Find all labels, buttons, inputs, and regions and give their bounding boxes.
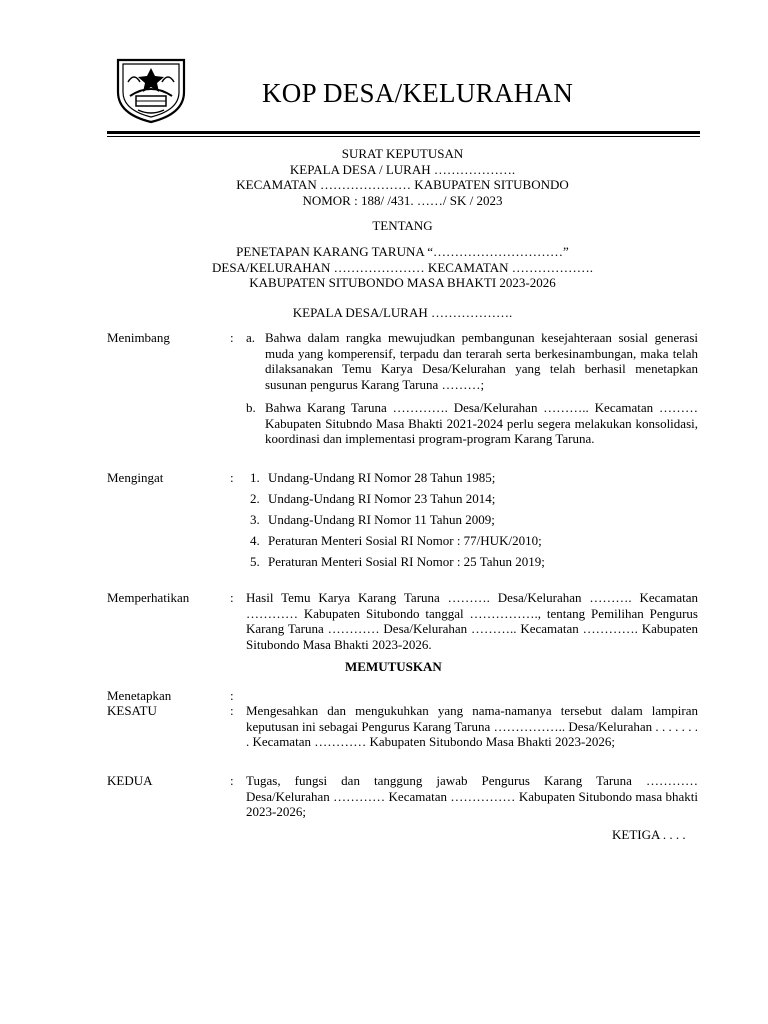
kedua-label: KEDUA <box>107 773 153 788</box>
tentang-text: TENTANG <box>372 218 433 233</box>
kesatu-label: KESATU <box>107 703 157 718</box>
title-line-2: KEPALA DESA / LURAH ………………. <box>289 161 516 177</box>
mengingat-item-text: Undang-Undang RI Nomor 28 Tahun 1985; <box>268 470 496 485</box>
mengingat-item-num: 1. <box>250 470 260 485</box>
memutuskan-heading: MEMUTUSKAN <box>345 659 442 674</box>
mengingat-colon: : <box>230 470 234 485</box>
title-line-4: NOMOR : 188/ /431. ……/ SK / 2023 <box>302 192 503 208</box>
mengingat-item-text: Peraturan Menteri Sosial RI Nomor : 77/HUK/2010; <box>268 533 542 548</box>
kedua-colon: : <box>230 773 234 788</box>
kepala-heading <box>150 305 655 321</box>
penetapan-line-2: DESA/KELURAHAN ………………… KECAMATAN ………………. <box>211 259 593 275</box>
mengingat-item-text: Undang-Undang RI Nomor 23 Tahun 2014; <box>268 491 496 506</box>
kedua-text: Tugas, fungsi dan tanggung jawab Pengurus Karang Taruna ………… Desa/Kelurahan ………… Kecamatan …………… Kabupaten Situbondo masa bhakti 2023-2026; <box>246 773 698 819</box>
title-block <box>150 146 655 208</box>
memperhatikan-colon: : <box>230 590 234 605</box>
mengingat-item-num: 3. <box>250 512 260 527</box>
menetapkan-colon: : <box>230 688 234 703</box>
memperhatikan-text: Hasil Temu Karya Karang Taruna ………. Desa/Kelurahan ………. Kecamatan ………… Kabupaten Situbondo tanggal ……………., tentang Pemilihan Pengurus Karang Taruna ………… Desa/Kelurahan ……….. Kecamatan …………. Kabupaten Situbondo Masa Bhakti 2023-2026. <box>246 590 698 652</box>
penetapan-line-1: PENETAPAN KARANG TARUNA “…………………………” <box>236 244 569 259</box>
header-rule-thin <box>107 136 700 137</box>
tentang-heading <box>150 218 655 234</box>
mengingat-item-num: 5. <box>250 554 260 569</box>
kesatu-text: Mengesahkan dan mengukuhkan yang nama-namanya tersebut dalam lampiran keputusan ini sebagai Pengurus Karang Taruna …………….. Desa/Kelurahan . . . . . . . . Kecamatan ………… Kabupaten Situbondo Masa Bhakti 2023-2026; <box>246 703 698 749</box>
menimbang-a-text: Bahwa dalam rangka mewujudkan pembangunan kesejahteraan sosial generasi muda yang komperensif, terpadu dan terarah serta berkesinambungan, maka telah dilaksanakan Temu Karya Desa/Kelurahan yang telah berhasil menetapkan susunan pengurus Karang Taruna ………; <box>265 330 698 392</box>
next-page-marker: KETIGA . . . . <box>612 827 686 842</box>
kesatu-colon: : <box>230 703 234 718</box>
menimbang-colon: : <box>230 330 234 345</box>
menimbang-a-mark: a. <box>246 330 256 345</box>
menimbang-b-text: Bahwa Karang Taruna …………. Desa/Kelurahan ……….. Kecamatan ……… Kabupaten Situbndo Masa Bhakti 2021-2024 perlu segera melakukan konsolidasi, koordinasi dan implementasi program-program Karang Taruna. <box>265 400 698 446</box>
header-rule-thick <box>107 131 700 134</box>
title-line-3: KECAMATAN ………………… KABUPATEN SITUBONDO <box>236 177 569 192</box>
title-line-1: SURAT KEPUTUSAN <box>341 146 464 161</box>
menimbang-label: Menimbang <box>107 330 170 345</box>
mengingat-label: Mengingat <box>107 470 164 485</box>
memperhatikan-label: Memperhatikan <box>107 590 190 605</box>
mengingat-item-text: Peraturan Menteri Sosial RI Nomor : 25 Tahun 2019; <box>268 554 545 569</box>
menimbang-b-mark: b. <box>246 400 256 415</box>
kepala-text: KEPALA DESA/LURAH ………………. <box>292 305 513 320</box>
mengingat-item-num: 2. <box>250 491 260 506</box>
menetapkan-label: Menetapkan <box>107 688 172 703</box>
penetapan-line-3: KABUPATEN SITUBONDO MASA BHAKTI 2023-2026 <box>249 275 556 290</box>
mengingat-item-num: 4. <box>250 533 260 548</box>
regency-emblem-icon <box>112 52 190 124</box>
mengingat-item-text: Undang-Undang RI Nomor 11 Tahun 2009; <box>268 512 495 527</box>
kop-title: KOP DESA/KELURAHAN <box>262 78 574 108</box>
penetapan-block <box>150 244 655 291</box>
